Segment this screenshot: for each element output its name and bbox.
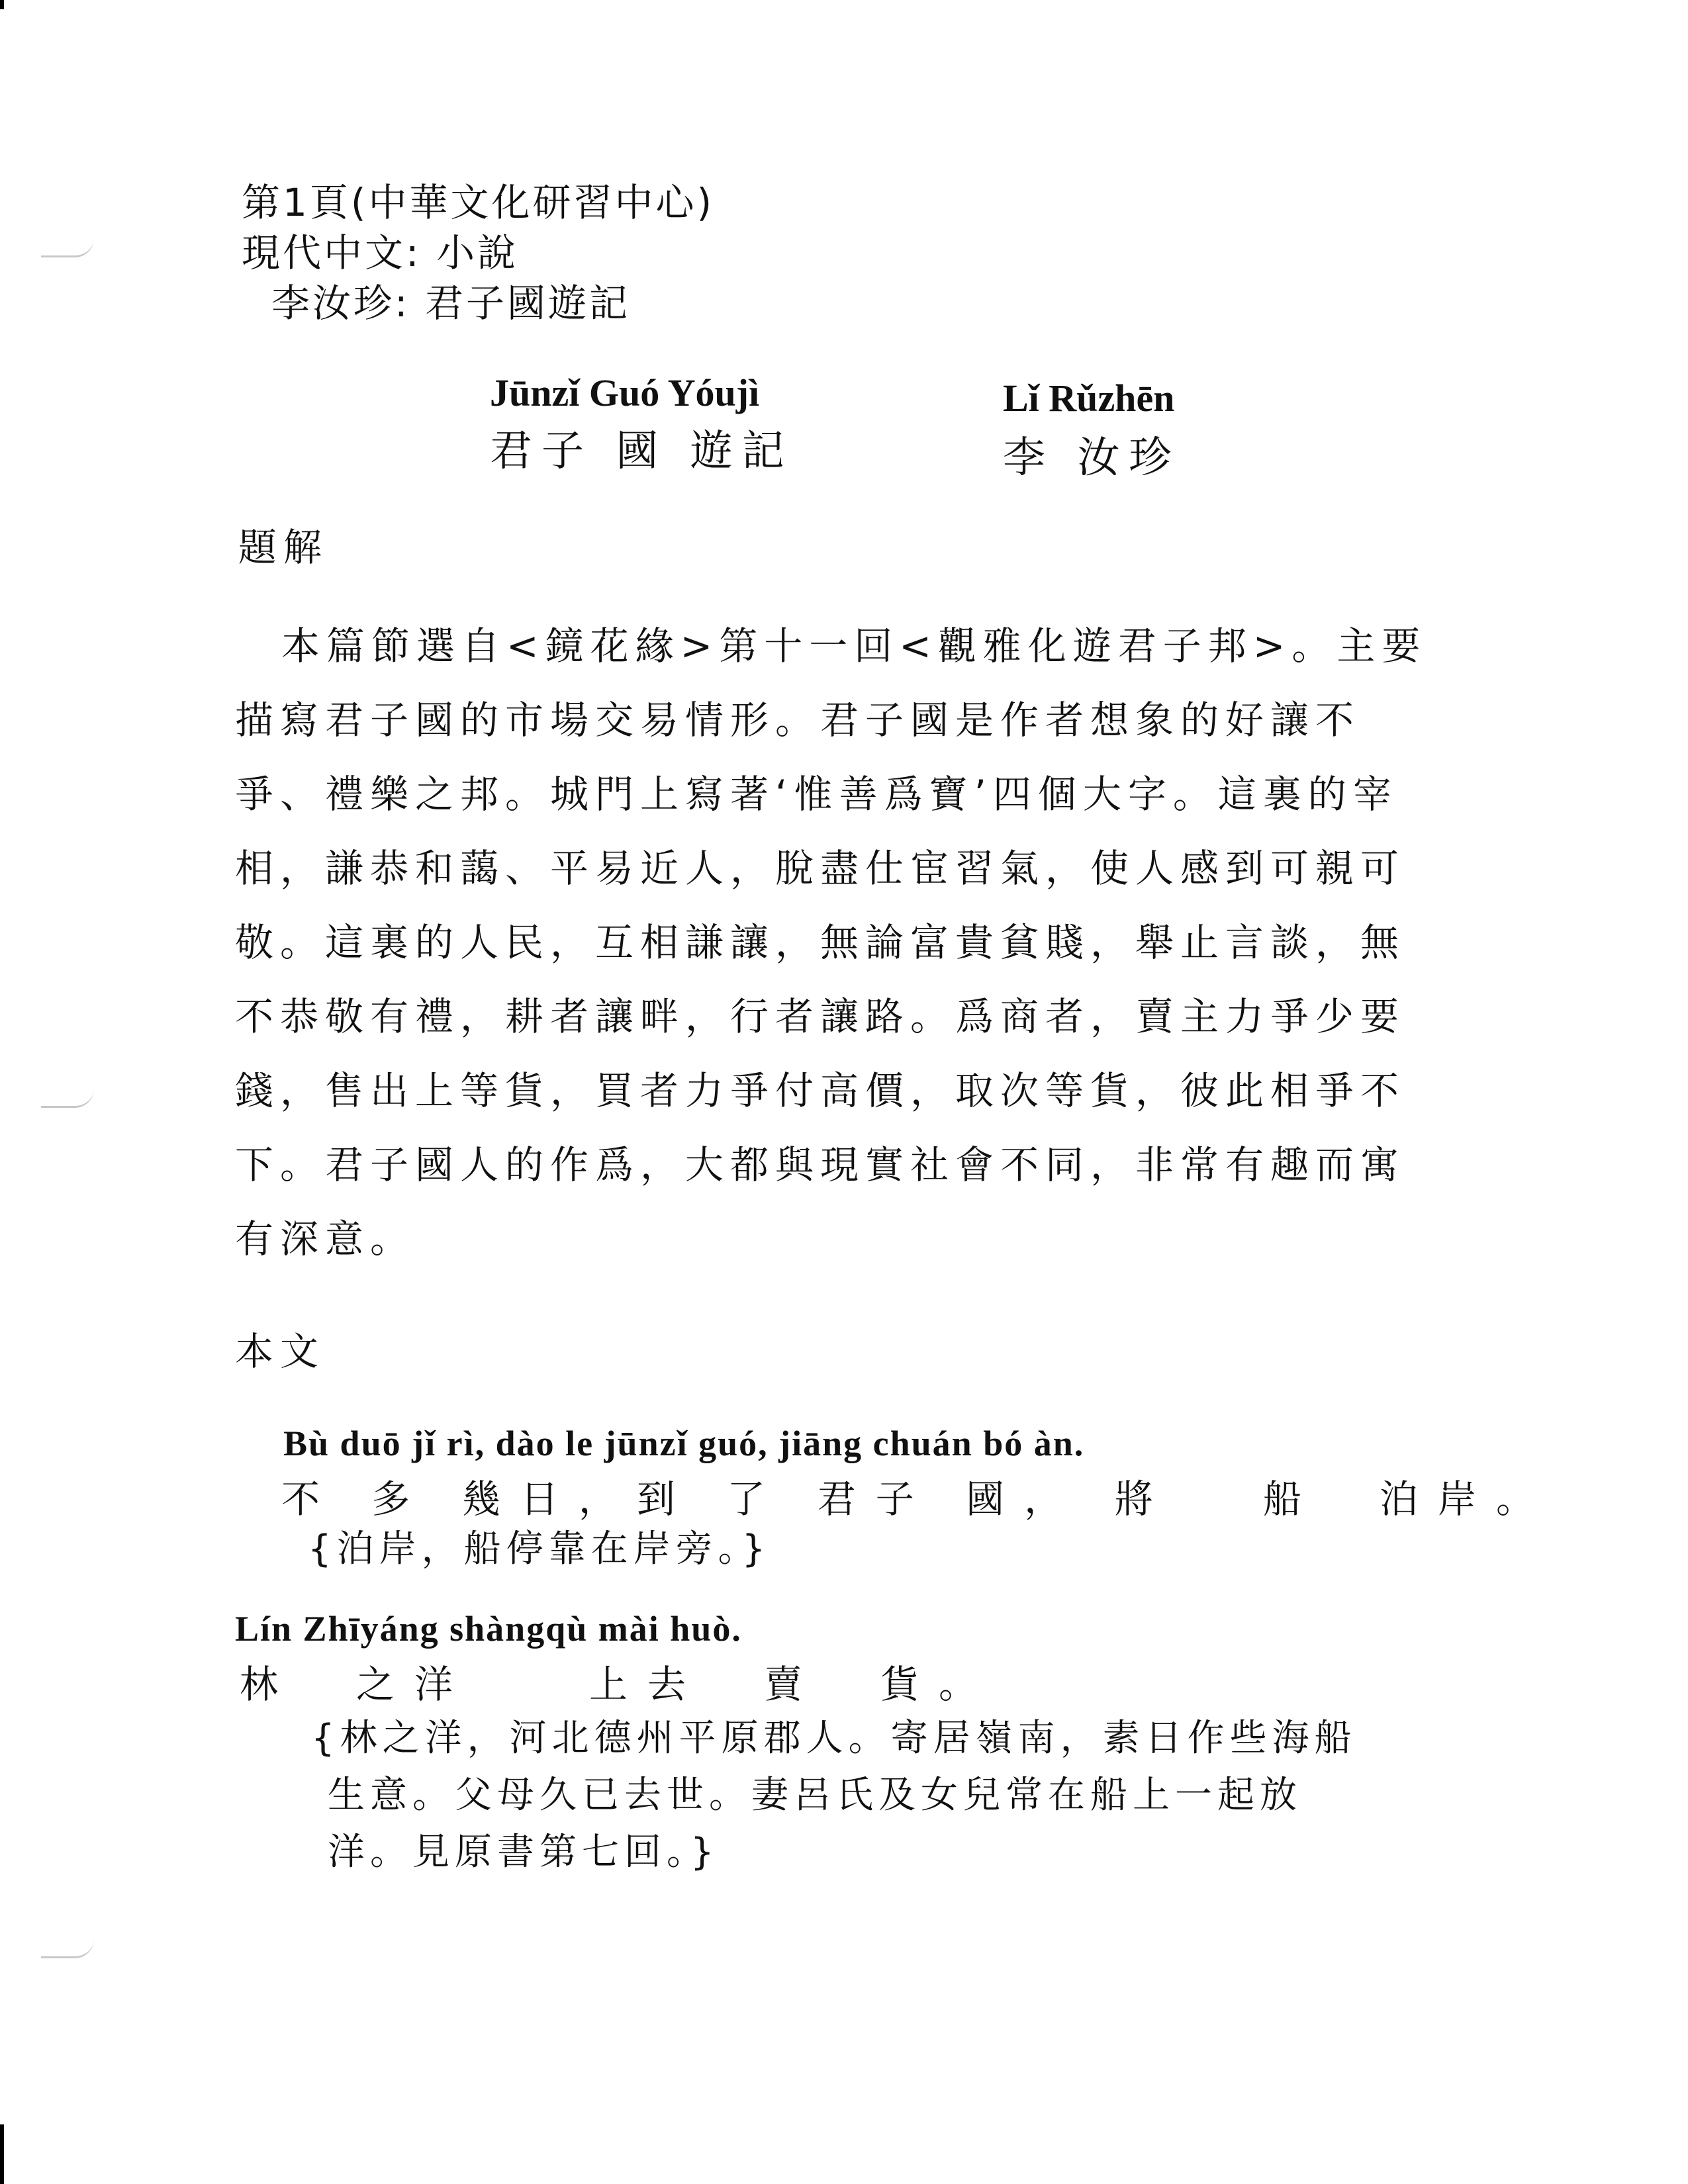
intro-line: 爭、禮樂之邦。城門上寫著‘惟善爲寶’四個大字。這裏的宰	[235, 772, 1398, 817]
intro-line: 敬。這裏的人民，互相謙讓，無論富貴貧賤，舉止言談，無	[235, 920, 1406, 965]
intro-line: 下。君子國人的作爲，大都與現實社會不同，非常有趣而寓	[235, 1142, 1406, 1187]
intro-line: 不恭敬有禮，耕者讓畔，行者讓路。爲商者，賣主力爭少要	[235, 994, 1406, 1039]
category-line: 現代中文: 小說	[242, 230, 518, 275]
sentence1-pinyin: Bù duō jǐ rì, dào le jūnzǐ guó, jiāng chuán bó àn.	[283, 1424, 1085, 1463]
intro-line: 錢，售出上等貨，買者力爭付高價，取次等貨，彼此相爭不	[235, 1068, 1406, 1113]
intro-line: 有深意。	[235, 1216, 416, 1261]
author-pinyin: Lǐ Rǔzhēn	[1003, 377, 1175, 420]
intro-heading: 題解	[238, 525, 329, 570]
author-line: 李汝珍: 君子國遊記	[271, 281, 630, 326]
scan-mark-top	[41, 238, 94, 257]
intro-paragraph	[235, 609, 1427, 1276]
title-chinese: 君子 國 遊記	[490, 427, 794, 476]
sentence2-note-line: 生意。父母久已去世。妻呂氏及女兒常在船上一起放	[328, 1774, 1302, 1817]
intro-line: 本篇節選自<鏡花緣>第十一回<觀雅化遊君子邦>。主要	[281, 623, 1427, 668]
text-heading: 本文	[235, 1329, 326, 1374]
intro-line: 描寫君子國的市場交易情形。君子國是作者想象的好讓不	[235, 698, 1361, 743]
scan-mark-bottom	[41, 1939, 94, 1958]
sentence2-chinese: 林 之洋 上去 賣 貨。	[240, 1662, 998, 1707]
scan-mark-middle	[41, 1089, 94, 1108]
edge-mark-bottom	[0, 2124, 4, 2184]
sentence2-note-line: 洋。見原書第七回。}	[328, 1831, 720, 1874]
sentence1-chinese: 不 多 幾日，到 了 君子 國， 將 船 泊岸。	[281, 1477, 1555, 1522]
page-header-line: 第1頁(中華文化研習中心)	[242, 180, 715, 225]
intro-line: 相，謙恭和藹、平易近人，脫盡仕宦習氣，使人感到可親可	[235, 846, 1406, 891]
sentence2-pinyin: Lín Zhīyáng shàngqù mài huò.	[235, 1609, 742, 1649]
sentence2-note-line: {林之洋，河北德州平原郡人。寄居嶺南，素日作些海船	[311, 1717, 1357, 1760]
sentence1-note: {泊岸，船停靠在岸旁。}	[308, 1527, 771, 1570]
author-chinese: 李 汝珍	[1003, 433, 1181, 482]
title-pinyin: Jūnzǐ Guó Yóujì	[490, 371, 760, 414]
edge-mark-top	[0, 0, 4, 9]
